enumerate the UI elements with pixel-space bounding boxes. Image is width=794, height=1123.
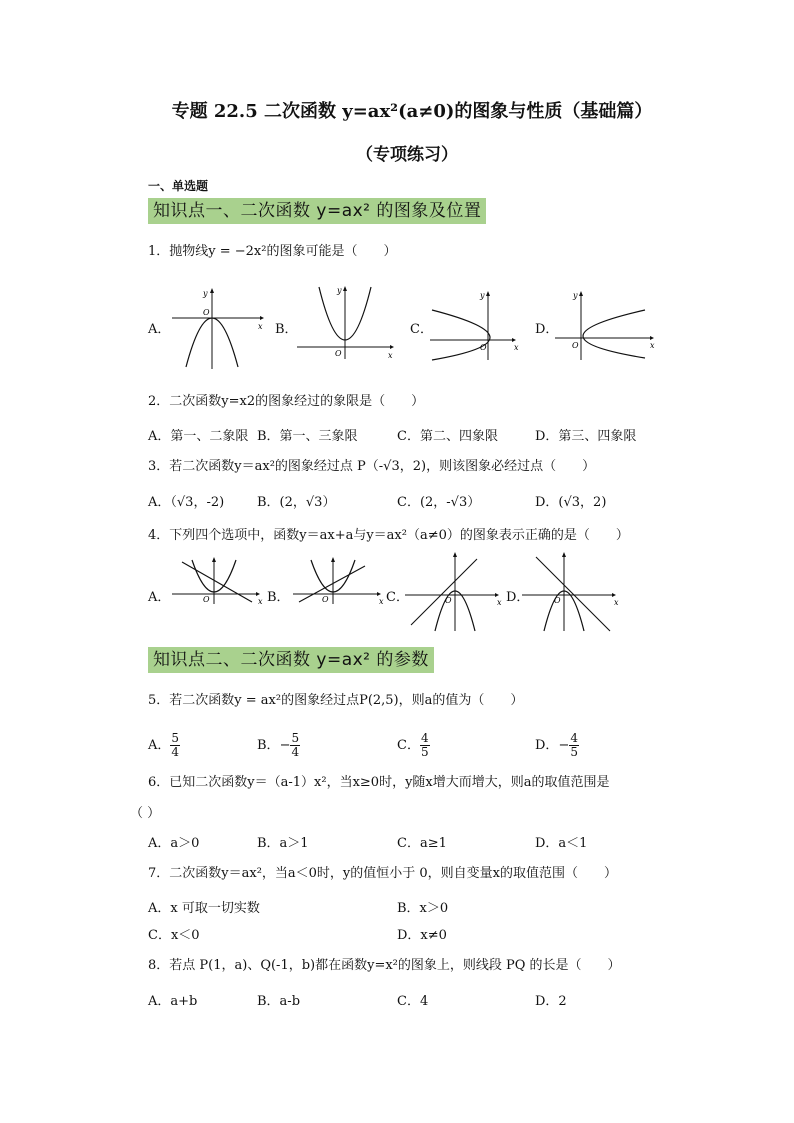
question-8-stem: 8．若点 P(1，a)、Q(-1，b)都在函数y=x²的图象上，则线段 PQ 的长是（ ）	[148, 958, 621, 973]
q5b-sign: −	[279, 738, 291, 753]
q2-option-a[interactable]: A．第一、二象限	[148, 429, 249, 444]
q5b-den: 4	[291, 745, 300, 759]
q1d-origin-label: O	[572, 341, 579, 350]
question-7-stem: 7．二次函数y＝ax²，当a＜0时，y的值恒小于 0，则自变量x的取值范围（ ）	[148, 866, 618, 881]
q4-label-a: A．	[148, 590, 171, 605]
q6-option-d[interactable]: D．a＜1	[535, 836, 588, 851]
page-title: 专题 22.5 二次函数 y=ax²(a≠0)的图象与性质（基础篇）	[171, 101, 653, 122]
q5c-label: C．	[397, 738, 420, 753]
q1c-origin-label: O	[480, 343, 487, 352]
q7-option-b[interactable]: B．x＞0	[397, 901, 449, 916]
q1c-y-label: y	[480, 291, 485, 300]
q5-option-d[interactable]	[535, 732, 579, 759]
q1c-x-label: x	[514, 343, 519, 352]
q5b-num: 5	[291, 731, 300, 745]
question-6-stem-cont: （ ）	[130, 806, 161, 821]
q6-option-a[interactable]: A．a＞0	[148, 836, 200, 851]
q5a-fraction	[170, 732, 180, 759]
question-2-stem: 2．二次函数y=x2的图象经过的象限是（ ）	[148, 394, 425, 409]
q6-option-b[interactable]: B．a＞1	[257, 836, 309, 851]
q1-label-a: A．	[148, 322, 171, 337]
q1d-y-label: y	[573, 291, 578, 300]
question-4-stem: 4．下列四个选项中，函数y＝ax+a与y＝ax²（a≠0）的图象表示正确的是（ ）	[148, 528, 629, 543]
q8-option-c[interactable]: C．4	[397, 994, 429, 1009]
q8-option-d[interactable]: D．2	[535, 994, 567, 1009]
q3-option-d[interactable]: D．(√3，2)	[535, 495, 607, 510]
q5-option-b[interactable]	[257, 732, 300, 759]
q7-option-d[interactable]: D．x≠0	[397, 928, 447, 943]
q4-graph-d[interactable]	[522, 551, 622, 633]
q5-option-c[interactable]	[397, 732, 430, 759]
q5a-label: A．	[148, 738, 171, 753]
q4d-origin-label: O	[554, 596, 561, 605]
q1-graph-b[interactable]	[297, 283, 397, 363]
q4-label-c: C．	[386, 590, 409, 605]
q3-option-b[interactable]: B．(2，√3）	[257, 495, 336, 510]
q4-label-d: D．	[506, 590, 530, 605]
q1-graph-d[interactable]	[555, 288, 660, 363]
q4d-x-label: x	[614, 598, 619, 607]
q1a-y-label: y	[203, 289, 208, 298]
q4c-origin-label: O	[445, 596, 452, 605]
q4b-origin-label: O	[322, 595, 329, 604]
q8-option-b[interactable]: B．a-b	[257, 994, 301, 1009]
q7-option-a[interactable]: A．x 可取一切实数	[148, 901, 260, 916]
q1-label-d: D．	[535, 322, 559, 337]
q5d-fraction	[569, 732, 579, 759]
q1b-x-label: x	[388, 351, 393, 360]
q1b-y-label: y	[337, 286, 342, 295]
q5a-den: 4	[171, 745, 180, 759]
q4c-x-label: x	[497, 598, 502, 607]
q1b-origin-label: O	[335, 349, 342, 358]
q1-graph-a[interactable]	[172, 285, 267, 370]
q3-option-c[interactable]: C．(2，-√3）	[397, 495, 481, 510]
section-label: 一、单选题	[148, 179, 209, 193]
q4-label-b: B．	[267, 590, 290, 605]
knowledge-banner-2: 知识点二、二次函数 y=ax² 的参数	[148, 647, 434, 673]
q4a-origin-label: O	[203, 595, 210, 604]
question-1-stem: 1．抛物线y = −2x²的图象可能是（ ）	[148, 244, 397, 259]
q5d-num: 4	[570, 731, 578, 745]
q4a-x-label: x	[258, 597, 263, 606]
q1-label-c: C．	[410, 322, 433, 337]
q5d-label: D．	[535, 738, 559, 753]
q1a-x-label: x	[258, 322, 263, 331]
question-3-stem: 3．若二次函数y＝ax²的图象经过点 P（-√3，2)，则该图象必经过点（ ）	[148, 459, 596, 474]
q5-option-a[interactable]	[148, 732, 180, 759]
question-6-stem: 6．已知二次函数y＝（a-1）x²，当x≥0时，y随x增大而增大，则a的取值范围是	[148, 775, 610, 790]
q2-option-d[interactable]: D．第三、四象限	[535, 429, 637, 444]
question-5-stem: 5．若二次函数y = ax²的图象经过点P(2,5)，则a的值为（ ）	[148, 693, 524, 708]
q5c-num: 4	[420, 731, 429, 745]
q3-option-a[interactable]: A．（√3，-2)	[148, 495, 225, 510]
q4-graph-b[interactable]	[293, 556, 388, 606]
q5c-den: 5	[420, 745, 429, 759]
q5a-num: 5	[171, 731, 180, 745]
q4-graph-a[interactable]	[172, 556, 267, 606]
q5d-den: 5	[570, 745, 578, 759]
q2-option-b[interactable]: B．第一、三象限	[257, 429, 358, 444]
q8-option-a[interactable]: A．a+b	[148, 994, 198, 1009]
q4b-x-label: x	[379, 597, 384, 606]
q5d-sign: −	[558, 738, 570, 753]
q7-option-c[interactable]: C．x＜0	[148, 928, 200, 943]
q1-graph-c[interactable]	[430, 288, 525, 363]
knowledge-banner-1: 知识点一、二次函数 y=ax² 的图象及位置	[148, 198, 486, 224]
q5b-label: B．	[257, 738, 280, 753]
page-subtitle: （专项练习）	[356, 145, 458, 165]
q6-option-c[interactable]: C．a≥1	[397, 836, 447, 851]
q1d-x-label: x	[650, 341, 655, 350]
q4-graph-c[interactable]	[405, 551, 505, 633]
q1-label-b: B．	[275, 322, 298, 337]
q1a-origin-label: O	[203, 308, 210, 317]
q2-option-c[interactable]: C．第二、四象限	[397, 429, 498, 444]
q5c-fraction	[420, 732, 430, 759]
q5b-fraction	[290, 732, 300, 759]
